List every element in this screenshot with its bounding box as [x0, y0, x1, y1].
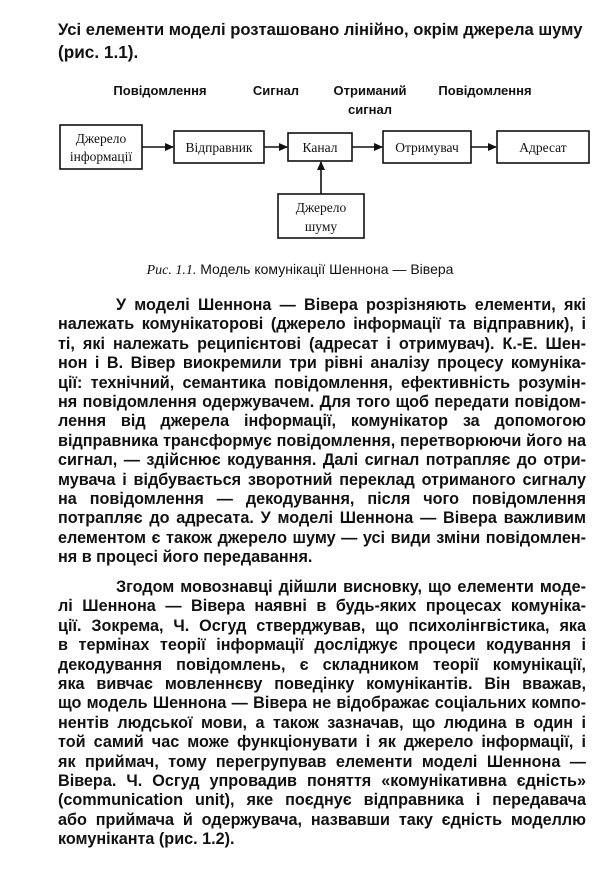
intro-text — [58, 18, 586, 64]
box-receiver-label: Отримувач — [395, 140, 459, 155]
text-line: ня в процесі його передавання. — [58, 548, 313, 567]
text-line: комуніканта (рис. 1.2). — [58, 830, 235, 849]
text-line: нон і В. Вівер виокремили три рівні аналізу процесу комуніка- — [58, 354, 586, 373]
box-sender-label: Відправник — [185, 140, 253, 155]
text-line: лі Шеннона — Вівера наявні в будь-яких процесах комуніка- — [58, 597, 586, 616]
box-channel — [288, 133, 352, 161]
text-line: як приймач, тому перегрупував елементи моделі Шеннона — — [58, 752, 586, 771]
box-addressee-label: Адресат — [519, 140, 567, 155]
text-line: відправника трансформує повідомлення, перетворюючи його на — [58, 431, 586, 450]
box-noise-source-line1: Джерело — [295, 200, 347, 215]
shannon-weaver-diagram — [0, 72, 600, 252]
text-line: потрапляє до адресата. У моделі Шеннона — Вівера важливим — [58, 509, 586, 528]
caption-number: Рис. 1.1. — [146, 263, 197, 278]
text-line: лення від джерела інформації, комунікатор за допомогою — [58, 412, 586, 431]
text-line: (communication unit), яке поєднує відправника і передавача — [58, 791, 586, 810]
text-line: що модель Шеннона — Вівера не відображає соціальних компо- — [58, 694, 586, 713]
box-noise-source-line2: шуму — [304, 219, 338, 234]
box-channel-label: Канал — [302, 140, 338, 155]
text-line: яка вивчає мовленнєву поведінку комунікантів. Він вважав, — [58, 675, 586, 694]
figure-caption — [0, 261, 600, 279]
label-message-right: Повідомлення — [438, 83, 532, 98]
text-line: той самий час може функціонувати і як джерело інформації, і — [58, 733, 586, 752]
box-addressee — [497, 131, 589, 163]
text-line: на повідомлення — декодування, після чого повідомлення — [58, 490, 586, 509]
text-line: ня повідомлення одержувачем. Для того щоб передати повідом- — [58, 393, 586, 412]
paragraph-1 — [58, 296, 586, 568]
label-received-2: сигнал — [348, 102, 392, 117]
text-line: нентів людської мови, а також зазначав, що людина в один і — [58, 713, 586, 732]
text-line: Вівера. Ч. Осгуд упровадив поняття «комунікативна єдність» — [58, 772, 586, 791]
text-line: мувача і відбувається зворотний переклад отриманого сигналу — [58, 470, 586, 489]
text-line: декодування повідомлень, є складником теорії комунікації, — [58, 655, 586, 674]
text-line: ті, які належать реципієнтові (адресат і отримувач). К.-Е. Шен- — [58, 334, 586, 353]
box-receiver — [383, 131, 471, 163]
paragraph-2 — [58, 578, 586, 850]
text-line: ції. Зокрема, Ч. Осгуд стверджував, що психолінгвістика, яка — [58, 616, 586, 635]
text-line: в термінах теорії інформації досліджує процеси кодування і — [58, 636, 586, 655]
label-message-left: Повідомлення — [113, 83, 207, 98]
text-line: елементом є також джерело шуму — усі види зміни повідомлен- — [58, 528, 586, 547]
text-line: У моделі Шеннона — Вівера розрізняють елементи, які — [116, 296, 586, 314]
box-information-source-line1: Джерело — [75, 131, 127, 146]
text-line: Згодом мовознавці дійшли висновку, що елементи моде- — [116, 578, 586, 596]
text-line: сигнал, — здійснює кодування. Далі сигнал потрапляє до отри- — [58, 451, 586, 470]
box-sender — [174, 131, 264, 163]
box-information-source-line2: інформації — [69, 149, 133, 164]
text-line: або приймача й одержувача, назвавши таку єдність моделлю — [58, 810, 586, 829]
text-line: належать комунікаторові (джерело інформації та відправник), і — [58, 315, 586, 334]
text-line: ції: технічний, семантика повідомлення, ефективність розумін- — [58, 373, 586, 392]
caption-text: Модель комунікації Шеннона — Вівера — [200, 261, 454, 277]
label-signal: Сигнал — [252, 83, 300, 98]
label-received: Отриманий — [333, 83, 407, 98]
box-noise-source — [278, 194, 364, 238]
box-information-source — [60, 125, 142, 169]
intro-line: (рис. 1.1). — [58, 42, 139, 62]
intro-line: Усі елементи моделі розташовано лінійно, окрім джерела шуму — [58, 20, 583, 39]
